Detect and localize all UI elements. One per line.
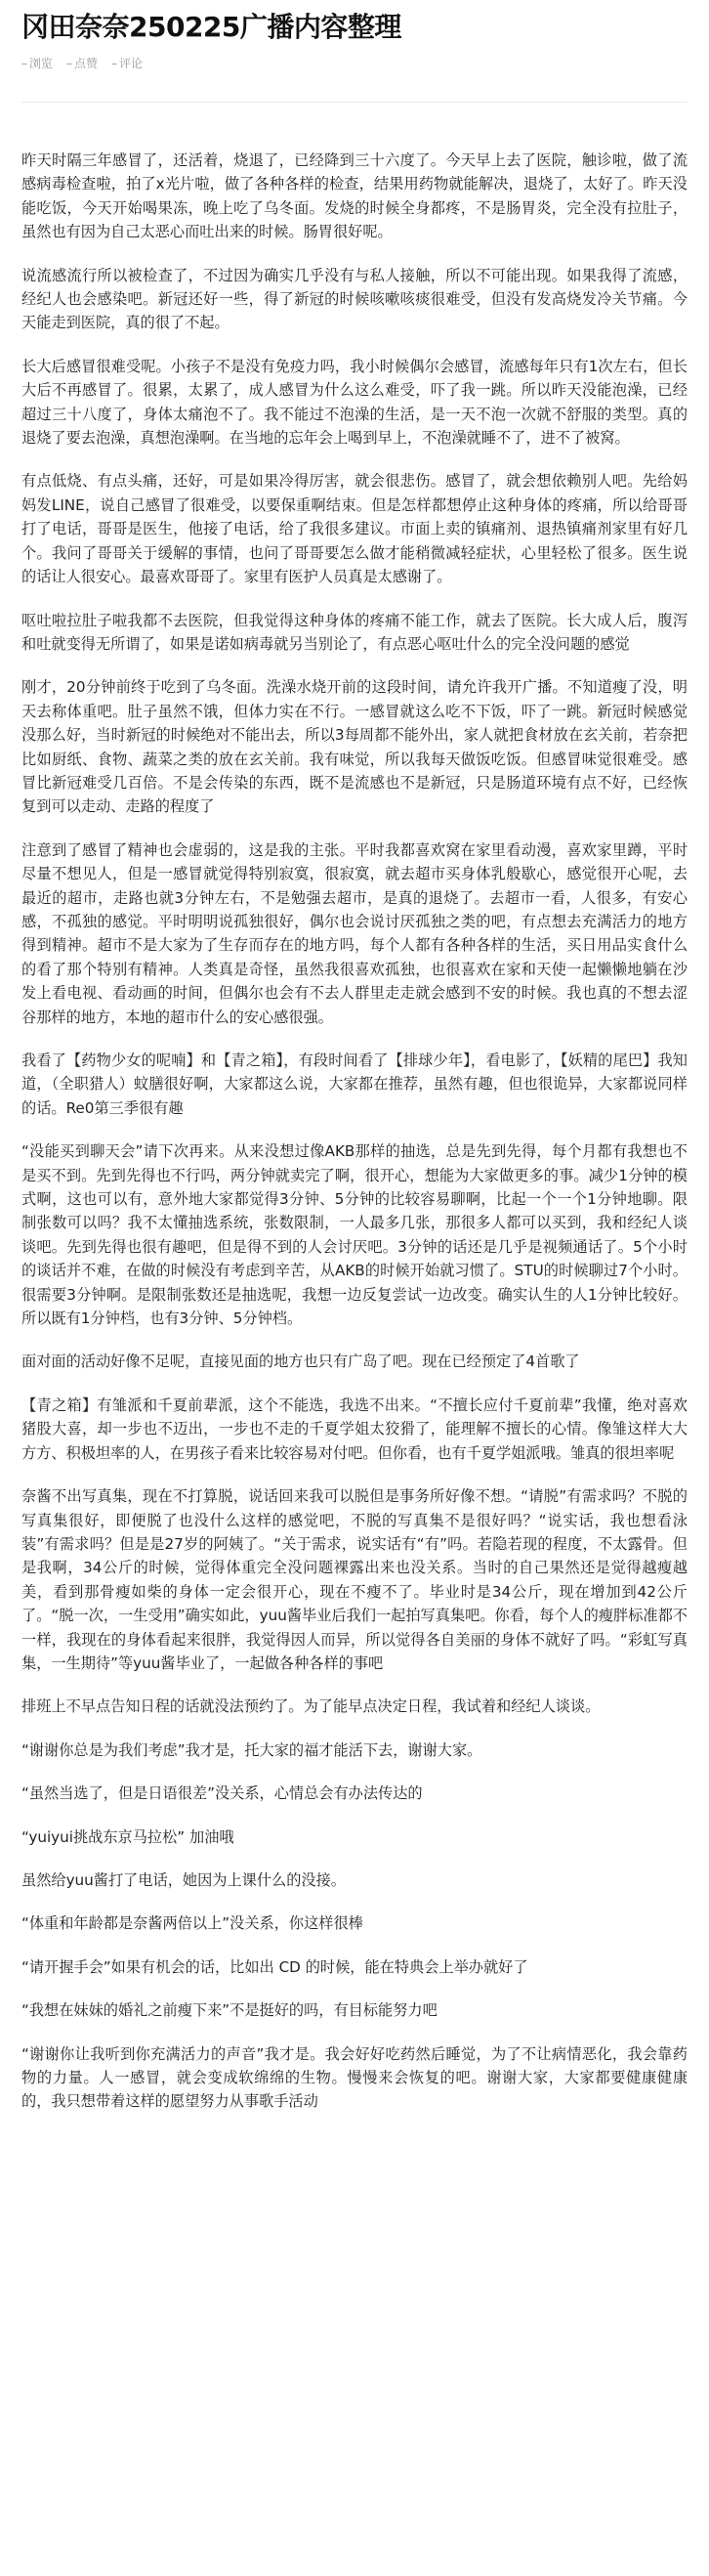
paragraph: 说流感流行所以被检查了，不过因为确实几乎没有与私人接触，所以不可能出现。如果我得了流感，经纪人也会感染吧。新冠还好一些，得了新冠的时候咳嗽咳痰很难受，但没有发高烧发冷关节痛。今天能走到医院，真的很了不起。 bbox=[21, 266, 688, 332]
paragraph: 排班上不早点告知日程的话就没法预约了。为了能早点决定日程，我试着和经纪人谈谈。 bbox=[21, 1697, 601, 1716]
likes-stat[interactable] bbox=[66, 55, 98, 72]
article-body bbox=[21, 149, 688, 2133]
page-title: 冈田奈奈250225广播内容整理 bbox=[21, 11, 401, 43]
paragraph: 奈酱不出写真集，现在不打算脱，说话回来我可以脱但是事务所好像不想。“请脱”有需求吗？不脱的写真集很好，即便脱了也没什么这样的感觉吧，不脱的写真集不是很好吗？“说实话，我也想看泳装”有需求吗？但是是27岁的阿姨了。“关于需求，说实话有“有”吗。若隐若现的程度，不太露骨。但是我啊，34公斤的时候，觉得体重完全没问题裸露出来也没关系。当时的自己果然还是觉得越瘦越美，看到那骨瘦如柴的身体一定会很开心，现在不瘦不了。毕业时是34公斤，现在增加到42公斤了。“脱一次，一生受用”确实如此，yuu酱毕业后我们一起拍写真集吧。你看，每个人的瘦胖标准都不一样，我现在的身体看起来很胖，我觉得因人而异，所以觉得各自美丽的身体不就好了吗。“彩虹写真集，一生期待”等yuu酱毕业了，一起做各种各样的事吧 bbox=[21, 1487, 688, 1672]
paragraph: 虽然给yuu酱打了电话，她因为上课什么的没接。 bbox=[21, 1870, 346, 1889]
post-meta bbox=[21, 55, 143, 72]
paragraph: 注意到了感冒了精神也会虚弱的，这是我的主张。平时我都喜欢窝在家里看动漫，喜欢家里蹲，平时尽量不想见人，但是一感冒就觉得特别寂寞，很寂寞，就去超市买身体乳般歇心，感觉很开心呢，去最近的超市，走路也就3分钟左右，不是勉强去超市，是真的退烧了。去超市一看，人很多，有安心感，不孤独的感觉。平时明明说孤独很好，偶尔也会说讨厌孤独之类的吧，有点想去充满活力的地方得到精神。超市不是大家为了生存而存在的地方吗，每个人都有各种各样的生活，买日用品实食什么的看了那个特别有精神。人类真是奇怪，虽然我很喜欢孤独，也很喜欢在家和天使一起懒懒地躺在沙发上看电视、看动画的时间，但偶尔也会有不去人群里走走就会感到不安的时候。我也真的不想去涩谷那样的地方，本地的超市什么的安心感很强。 bbox=[21, 840, 688, 1026]
paragraph: 呕吐啦拉肚子啦我都不去医院，但我觉得这种身体的疼痛不能工作，就去了医院。长大成人后，腹泻和吐就变得无所谓了，如果是诺如病毒就另当别论了，有点恶心呕吐什么的完全没问题的感觉 bbox=[21, 611, 688, 653]
paragraph: “谢谢你总是为我们考虑”我才是，托大家的福才能活下去，谢谢大家。 bbox=[21, 1740, 482, 1759]
likes-label: 点赞 bbox=[74, 57, 99, 70]
dash-icon: – bbox=[21, 57, 27, 70]
dash-icon: – bbox=[111, 57, 118, 70]
paragraph: “没能买到聊天会”请下次再来。从来没想过像AKB那样的抽选，总是先到先得，每个月都有我想也不是买不到。先到先得也不行吗，两分钟就卖完了啊，很开心，想能为大家做更多的事。减少1分钟的模式啊，这也可以有，意外地大家都觉得3分钟、5分钟的比较容易聊啊，比起一个一个1分钟地聊。限制张数可以吗？我不太懂抽选系统，张数限制，一人最多几张，那很多人都可以买到，我和经纪人谈谈吧。先到先得也很有趣吧，但是得不到的人会讨厌吧。3分钟的话还是几乎是视频通话了。5个小时的谈话并不难，在做的时候没有考虑到辛苦，从AKB的时候开始就习惯了。STU的时候聊过7个小时。很需要3分钟啊。是限制张数还是抽选呢，我想一边反复尝试一边改变。确实认生的人1分钟比较好。所以既有1分钟档，也有3分钟、5分钟档。 bbox=[21, 1142, 688, 1328]
paragraph: “谢谢你让我听到你充满活力的声音”我才是。我会好好吃药然后睡觉，为了不让病情恶化，我会靠药物的力量。人一感冒，就会变成软绵绵的生物。慢慢来会恢复的吧。谢谢大家，大家都要健康健康的，我只想带着这样的愿望努力从事歌手活动 bbox=[21, 2044, 688, 2111]
paragraph: 我看了【药物少女的呢喃】和【青之箱】，有段时间看了【排球少年】，看电影了，【妖精的尾巴】我知道，（全职猎人）蚊膳很好啊，大家都这么说，大家都在推荐，虽然有趣，但也很诡异，大家都说同样的话。Re0第三季很有趣 bbox=[21, 1052, 688, 1117]
paragraph: “我想在妹妹的婚礼之前瘦下来”不是挺好的吗，有目标能努力吧 bbox=[21, 2001, 438, 2020]
paragraph: “虽然当选了，但是日语很差”没关系，心情总会有办法传达的 bbox=[21, 1784, 423, 1803]
dash-icon: – bbox=[66, 57, 73, 70]
paragraph: “yuiyui挑战东京马拉松” 加油哦 bbox=[21, 1827, 234, 1846]
paragraph: “请开握手会”如果有机会的话，比如出 CD 的时候，能在特典会上举办就好了 bbox=[21, 1957, 528, 1976]
header-divider bbox=[21, 102, 688, 103]
views-stat[interactable] bbox=[21, 55, 53, 72]
paragraph: 昨天时隔三年感冒了，还活着，烧退了，已经降到三十六度了。今天早上去了医院，触诊啦，做了流感病毒检查啦，拍了x光片啦，做了各种各样的检查，结果用药物就能解决，退烧了，太好了。昨天没能吃饭，今天开始喝果冻，晚上吃了乌冬面。发烧的时候全身都疼，不是肠胃炎，完全没有拉肚子，虽然也有因为自己太恶心而吐出来的时候。肠胃很好呢。 bbox=[21, 151, 688, 241]
comments-stat[interactable] bbox=[111, 55, 143, 72]
paragraph: 长大后感冒很难受呢。小孩子不是没有免疫力吗，我小时候偶尔会感冒，流感每年只有1次左右，但长大后不再感冒了。很累，太累了，成人感冒为什么这么难受，吓了我一跳。所以昨天没能泡澡，已经超过三十八度了，身体太痛泡不了。我不能过不泡澡的生活，是一天不泡一次就不舒服的类型。真的退烧了要去泡澡，真想泡澡啊。在当地的忘年会上喝到早上，不泡澡就睡不了，进不了被窝。 bbox=[21, 357, 688, 448]
paragraph: 【青之箱】有雏派和千夏前辈派，这个不能选，我选不出来。“不擅长应付千夏前辈”我懂，绝对喜欢猪股大喜，却一步也不迈出，一步也不走的千夏学姐太狡猾了，能理解不擅长的心情。像雏这样大大方方、积极坦率的人，在男孩子看来比较容易对付吧。但你看，也有千夏学姐派哦。雏真的很坦率呢 bbox=[21, 1395, 688, 1462]
paragraph: 面对面的活动好像不足呢，直接见面的地方也只有广岛了吧。现在已经预定了4首歌了 bbox=[21, 1352, 580, 1371]
paragraph: “体重和年龄都是奈酱两倍以上”没关系，你这样很棒 bbox=[21, 1914, 363, 1933]
paragraph: 有点低烧、有点头痛，还好，可是如果冷得厉害，就会很悲伤。感冒了，就会想依赖别人吧。先给妈妈发LINE，说自己感冒了很难受，以要保重啊结束。但是怎样都想停止这种身体的疼痛，所以给哥哥打了电话，哥哥是医生，他接了电话，给了我很多建议。市面上卖的镇痛剂、退热镇痛剂家里有好几个。我问了哥哥关于缓解的事情，也问了哥哥要怎么做才能稍微减轻症状，心里轻松了很多。医生说的话让人很安心。最喜欢哥哥了。家里有医护人员真是太感谢了。 bbox=[21, 472, 688, 586]
comments-label: 评论 bbox=[119, 57, 144, 70]
paragraph: 刚才，20分钟前终于吃到了乌冬面。洗澡水烧开前的这段时间，请允许我开广播。不知道瘦了没，明天去称体重吧。肚子虽然不饿，但体力实在不行。一感冒就这么吃不下饭，吓了一跳。新冠时候感觉没那么好，当时新冠的时候绝对不能出去，所以3每周都不能外出，家人就把食材放在玄关前，若奈把比如厨纸、食物、蔬菜之类的放在玄关前。我有味觉，所以我每天做饭吃饭。但感冒味觉很难受。感冒比新冠难受几百倍。不是会传染的东西，既不是流感也不是新冠，只是肠道环境有点不好，已经恢复到可以走动、走路的程度了 bbox=[21, 678, 688, 816]
views-label: 浏览 bbox=[29, 57, 54, 70]
